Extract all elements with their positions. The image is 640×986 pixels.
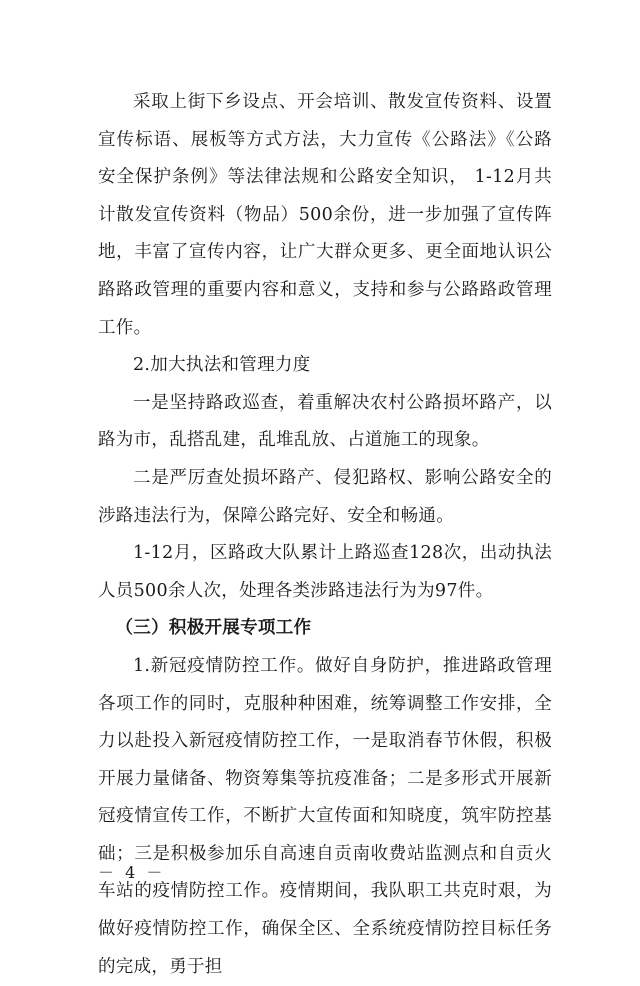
paragraph-patrol: 一是坚持路政巡查，着重解决农村公路损坏路产，以路为市，乱搭乱建，乱堆乱放、占道施工的现象。	[98, 392, 552, 451]
subheading-enforcement: 2.加大执法和管理力度	[133, 355, 311, 376]
paragraph-statistics: 1-12月，区路政大队累计上路巡查128次，出动执法人员500余人次，处理各类涉路违法行为为97件。	[98, 543, 552, 601]
paragraph-investigation: 二是严厉查处损坏路产、侵犯路权、影响公路安全的涉路违法行为，保障公路完好、安全和畅通。	[98, 467, 552, 526]
paragraph-covid-prevention: 1.新冠疫情防控工作。做好自身防护，推进路政管理各项工作的同时，克服种种困难，统筹调整工作安排，全力以赴投入新冠疫情防控工作，一是取消春节休假，积极开展力量储备、物资筹集等抗疫准备；二是多形式开展新冠疫情宣传工作，不断扩大宣传面和知晓度，筑牢防控基础；三是积极参加乐自高速自贡南收费站监测点和自贡火车站的疫情防控工作。疫情期间，我队职工共克时艰，为做好疫情防控工作，确保全区、全系统疫情防控目标任务的完成，勇于担	[98, 655, 552, 977]
page-number: － 4 －	[98, 863, 166, 882]
document-body	[98, 84, 552, 986]
section-heading-special-work: （三）积极开展专项工作	[115, 618, 312, 639]
paragraph-publicity: 采取上街下乡设点、开会培训、散发宣传资料、设置宣传标语、展板等方式方法，大力宣传《公路法》《公路安全保护条例》等法律法规和公路安全知识， 1-12月共计散发宣传资料（物品）500余份，进一步加强了宣传阵地，丰富了宣传内容，让广大群众更多、更全面地认识公路路政管理的重要内容和意义，支持和参与公路路政管理工作。	[98, 92, 552, 338]
